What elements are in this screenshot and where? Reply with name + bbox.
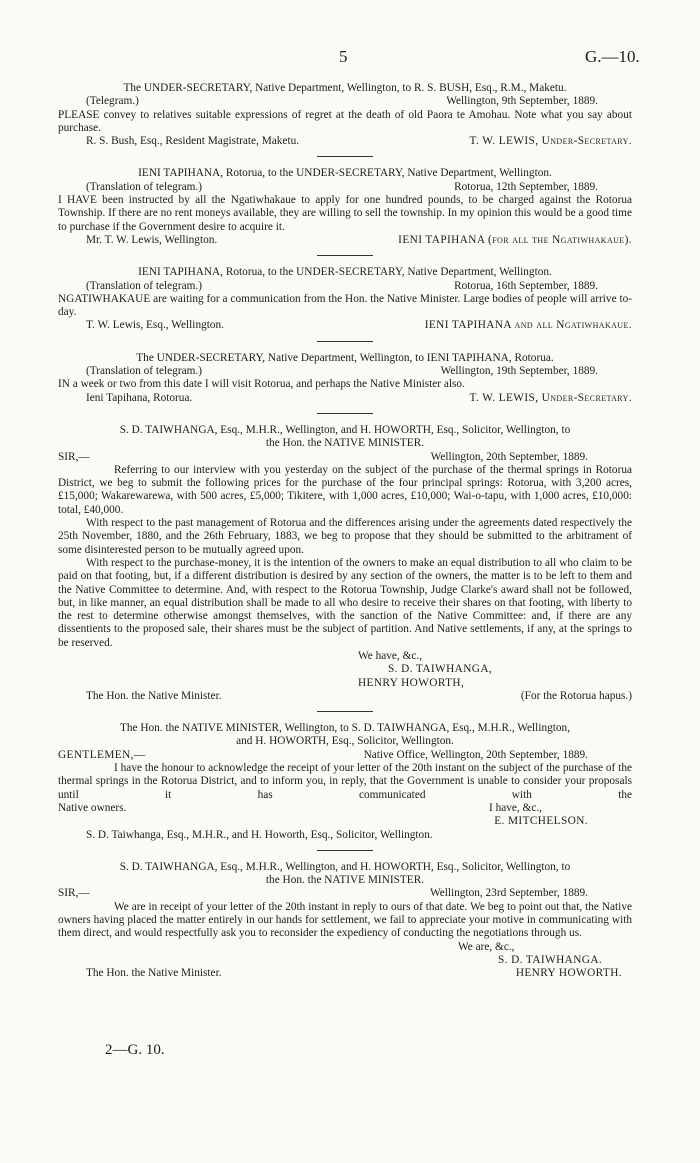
letter-place-date: Wellington, 20th September, 1889. <box>430 450 588 463</box>
telegram-note: (Translation of telegram.) <box>86 180 202 193</box>
page-number: 5 <box>339 47 348 66</box>
letter-salutation: SIR,— <box>58 887 90 900</box>
telegram-note: (Translation of telegram.) <box>86 365 202 378</box>
letter-heading-line-1: The Hon. the NATIVE MINISTER, Wellington, to S. D. TAIWHANGA, Esq., M.H.R., Wellington, <box>119 722 571 735</box>
telegram-sign-row <box>58 319 632 332</box>
telegram-addressee: T. W. Lewis, Esq., Wellington. <box>86 319 224 332</box>
telegram-body: NGATIWHAKAUE are waiting for a communication from the Hon. the Native Minister. Large bodies of people will arrive to-day. <box>58 292 632 319</box>
telegram-addressee: R. S. Bush, Esq., Resident Magistrate, Maketu. <box>86 135 300 148</box>
page-header <box>0 47 700 70</box>
telegram-under-secretary <box>58 352 632 405</box>
telegram-meta <box>58 95 632 108</box>
letter-paragraph: I have the honour to acknowledge the receipt of your letter of the 20th instant on the subject of the purchase of the thermal springs in the Rotorua District, and to inform you, in reply, that the Government is unable to consider your proposals until it has communicated with the <box>58 762 632 801</box>
separator-rule <box>317 255 373 256</box>
letter-heading-line-2: the Hon. the NATIVE MINISTER. <box>265 874 425 887</box>
document-body <box>58 82 632 981</box>
telegram-signature: T. W. LEWIS, Under-Secretary. <box>469 391 632 404</box>
letter-paragraph: With respect to the past management of Rotorua and the differences arising under the agreements dated respectively the 25th November, 1880, and the 26th February, 1883, we beg to propose that they should be submitted to the arbitrament of some disinterested person to be mutually agreed upon. <box>58 517 632 556</box>
letter-paragraph: Referring to our interview with you yesterday on the subject of the purchase of the thermal springs in Rotorua District, we beg to submit the following prices for the purchase of the four principal springs: Rotorua, with 3,200 acres, £15,000; Wakarewarewa, with 500 acres, £5,000; Tikitere, with 1,000 acres, £10,000; Wai-o-tapu, with 1,000 acres, £10,000: total, £40,000. <box>58 463 632 516</box>
telegram-body: PLEASE convey to relatives suitable expressions of regret at the death of old Paora te Amohau. Note what you say about purchase. <box>58 108 632 134</box>
letter-place-date: Wellington, 23rd September, 1889. <box>429 887 588 900</box>
letter-signer: HENRY HOWORTH. <box>515 967 622 980</box>
telegram-meta <box>58 181 632 194</box>
separator-rule <box>317 850 373 851</box>
letter-addressee: S. D. Taiwhanga, Esq., M.H.R., and H. Howorth, Esq., Solicitor, Wellington. <box>86 828 433 841</box>
letter-signer: E. MITCHELSON. <box>494 815 588 828</box>
letter-salutation: GENTLEMEN,— <box>58 748 146 761</box>
telegram-place-date: Rotorua, 12th September, 1889. <box>454 180 598 193</box>
letter-addressee: The Hon. the Native Minister. <box>86 967 222 980</box>
telegram-meta <box>58 365 632 378</box>
separator-rule <box>317 413 373 414</box>
telegram-note: (Telegram.) <box>86 95 139 108</box>
separator-rule <box>317 711 373 712</box>
letter-paragraph-tail: Native owners. <box>58 801 127 814</box>
letter-paragraph: With respect to the purchase-money, it is the intention of the owners to make an equal distribution to all who claim to be paid on that footing, but, if a different distribution is desired by any section of the owners, the matter is to be left to them and the Native Committee to determine. And, with respect to the Rotorua Township, Judge Clarke's award shall not be followed, but, in like manner, an equal distribution shall be made to all who desire to receive their shares on that footing, with liberty to the rest to determine otherwise amongst themselves, with the sanction of the Native Committee: and, if there are any dissentients to the proposed sale, their shares must be the subject of partition. And Native settlements, if any, at the springs to be reserved. <box>58 556 632 649</box>
letter-addressee-row <box>58 967 632 980</box>
letter-salutation-row <box>58 451 632 464</box>
letter-place-date: Native Office, Wellington, 20th September, 1889. <box>363 748 588 761</box>
letter-signer-note: (For the Rotorua hapus.) <box>520 689 632 702</box>
letter-signer: S. D. TAIWHANGA. <box>498 953 603 966</box>
telegram-bush <box>58 82 632 148</box>
letter-salutation-row <box>58 887 632 900</box>
paper-reference: G.—10. <box>585 47 640 66</box>
telegram-place-date: Wellington, 9th September, 1889. <box>446 95 598 108</box>
letter-closing: I have, &c., <box>488 801 542 814</box>
telegram-addressee: Mr. T. W. Lewis, Wellington. <box>86 233 218 246</box>
telegram-place-date: Wellington, 19th September, 1889. <box>440 365 598 378</box>
telegram-body: IN a week or two from this date I will visit Rotorua, and perhaps the Native Minister also. <box>58 378 465 391</box>
telegram-heading: IENI TAPIHANA, Rotorua, to the UNDER-SECRETARY, Native Department, Wellington. <box>138 167 552 180</box>
page-footer: 2—G. 10. <box>105 1042 165 1058</box>
telegram-heading: The UNDER-SECRETARY, Native Department, Wellington, to IENI TAPIHANA, Rotorua. <box>136 351 554 364</box>
telegram-sign-row <box>58 135 632 148</box>
telegram-addressee: Ieni Tapihana, Rotorua. <box>86 391 193 404</box>
telegram-signature: IENI TAPIHANA and all Ngatiwhakaue. <box>424 319 632 332</box>
telegram-signature: T. W. LEWIS, Under-Secretary. <box>469 135 632 148</box>
telegram-sign-row <box>58 392 632 405</box>
letter-taiwhanga-1 <box>58 424 632 703</box>
separator-rule <box>317 341 373 342</box>
telegram-tapihana-1 <box>58 167 632 247</box>
letter-addressee: The Hon. the Native Minister. <box>86 689 222 702</box>
letter-signer: S. D. TAIWHANGA, <box>388 663 493 676</box>
letter-signer: HENRY HOWORTH, <box>358 676 465 689</box>
telegram-place-date: Rotorua, 16th September, 1889. <box>454 279 598 292</box>
letter-salutation-row <box>58 749 632 762</box>
letter-heading-line-2: the Hon. the NATIVE MINISTER. <box>265 437 425 450</box>
telegram-signature: IENI TAPIHANA (for all the Ngatiwhakaue). <box>398 233 632 246</box>
telegram-heading: IENI TAPIHANA, Rotorua, to the UNDER-SECRETARY, Native Department, Wellington. <box>138 266 552 279</box>
separator-rule <box>317 156 373 157</box>
letter-closing-row <box>58 802 632 815</box>
telegram-note: (Translation of telegram.) <box>86 279 202 292</box>
letter-addressee-row <box>58 690 632 703</box>
telegram-sign-row <box>58 234 632 247</box>
telegram-meta <box>58 280 632 293</box>
letter-taiwhanga-2 <box>58 861 632 981</box>
letter-closing: We are, &c., <box>458 940 515 953</box>
letter-paragraph: We are in receipt of your letter of the 20th instant in reply to ours of that date. We beg to point out that, the Native owners having placed the matter entirely in our hands for settlement, we fail to appreciate your motive in communicating with them direct, and would respectfully ask you to reconsider the expediency of conducting the negotiations through us. <box>58 900 632 940</box>
telegram-body: I HAVE been instructed by all the Ngatiwhakaue to apply for one hundred pounds, to be charged against the Rotorua Township. If there are no rent moneys available, they are willing to sell the township. In my opinion this would be a good time to purchase if the Government desire to acquire it. <box>58 194 632 233</box>
telegram-tapihana-2 <box>58 266 632 332</box>
letter-closing: We have, &c., <box>358 649 423 662</box>
letter-heading-line-2: and H. HOWORTH, Esq., Solicitor, Wellington. <box>236 735 454 748</box>
letter-salutation: SIR,— <box>58 450 90 463</box>
letter-native-minister <box>58 722 632 842</box>
letter-heading-line-1: S. D. TAIWHANGA, Esq., M.H.R., Wellington, and H. HOWORTH, Esq., Solicitor, Wellington, to <box>119 423 571 436</box>
letter-heading-line-1: S. D. TAIWHANGA, Esq., M.H.R., Wellington, and H. HOWORTH, Esq., Solicitor, Wellington, to <box>119 860 571 873</box>
telegram-heading: The UNDER-SECRETARY, Native Department, Wellington, to R. S. BUSH, Esq., R.M., Maketu. <box>123 82 567 94</box>
